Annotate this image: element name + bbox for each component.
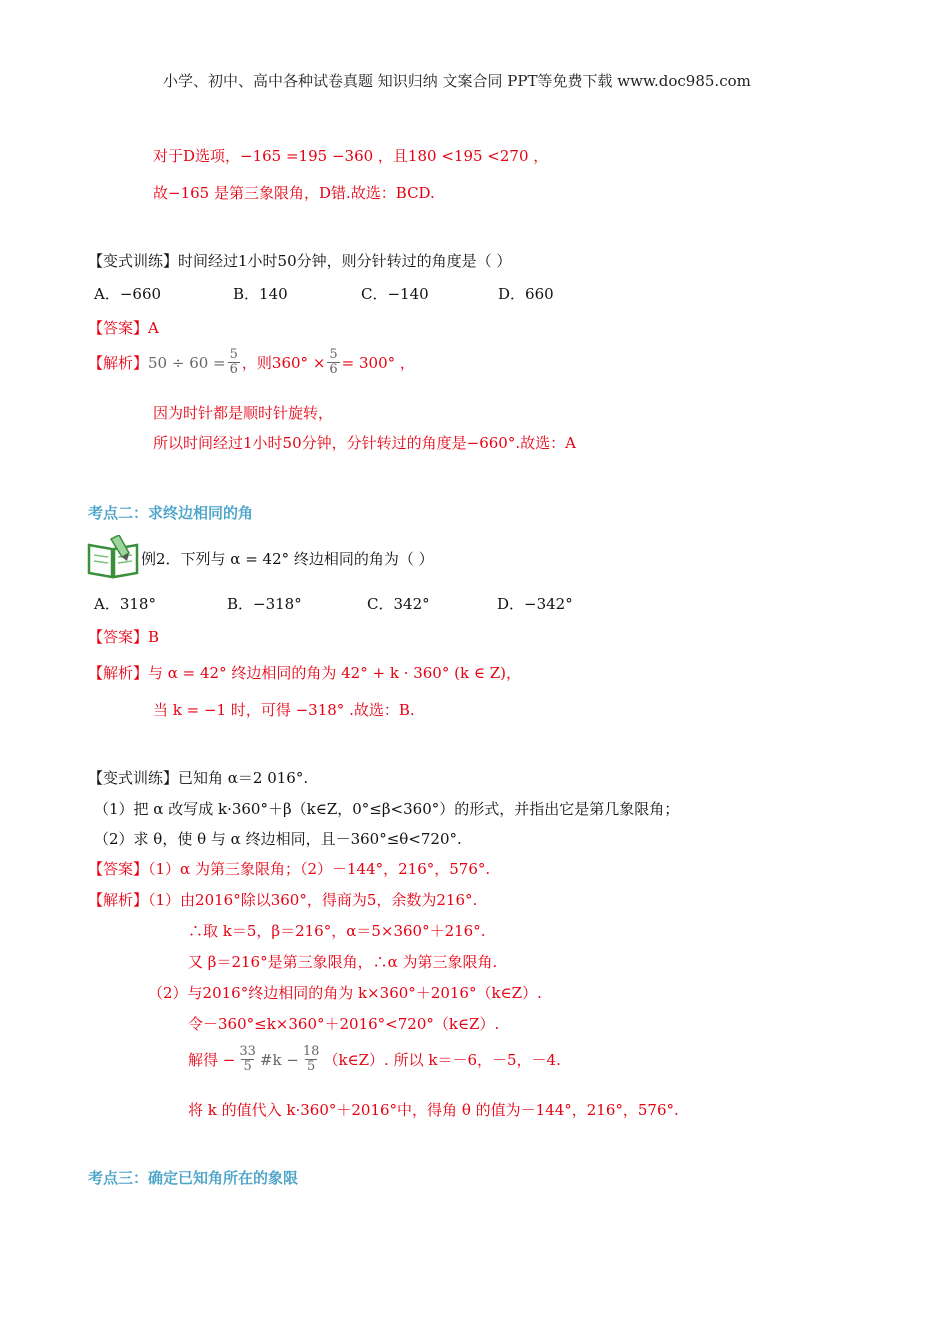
kp2-title: 考点二：求终边相同的角	[88, 504, 254, 522]
ex3-question-2: （2）求 θ，使 θ 与 α 终边相同，且－360°≤θ<720°.	[94, 830, 462, 848]
ex3-fraction-2	[301, 1045, 322, 1074]
ex1-analysis-part2: ，则360° ×	[241, 353, 326, 372]
ex3-a6-pre: 解得 −	[188, 1050, 236, 1069]
ex1-analysis-part1: 50 ÷ 60 =	[148, 353, 226, 372]
ex3-analysis-line-5: 令－360°≤k×360°＋2016°<720°（k∈Z）.	[188, 1015, 500, 1033]
ex3-question-1: （1）把 α 改写成 k·360°＋β（k∈Z，0°≤β<360°）的形式，并指出它是第几象限角；	[94, 800, 680, 818]
frac3-numerator: 33	[239, 1044, 256, 1059]
frac4-denominator: 5	[307, 1059, 316, 1074]
ex2-stem: 例2．下列与 α = 42° 终边相同的角为（ ）	[141, 550, 434, 568]
ex2-option-b: B．−318°	[227, 595, 302, 613]
ex2-analysis-line-1: 【解析】与 α = 42° 终边相同的角为 42° + k · 360° (k ∈ Z)，	[88, 664, 521, 682]
ex2-option-d: D．−342°	[497, 595, 573, 613]
ex2-answer: 【答案】B	[88, 628, 160, 646]
ex3-a6-post: （k∈Z）. 所以 k＝－6，－5，－4.	[323, 1050, 561, 1069]
prev-line-1: 对于D选项，−165 =195 −360 ，且180 <195 <270 ，	[153, 147, 549, 165]
ex1-fraction-2	[327, 348, 339, 377]
frac1-numerator: 5	[229, 347, 238, 362]
ex1-option-c: C．−140	[361, 285, 429, 303]
ex3-fraction-1	[237, 1045, 258, 1074]
ex1-analysis-line-3: 所以时间经过1小时50分钟，分针转过的角度是−660°.故选：A	[153, 434, 576, 452]
frac4-numerator: 18	[302, 1044, 320, 1059]
ex1-stem: 【变式训练】时间经过1小时50分钟，则分针转过的角度是（ ）	[88, 252, 512, 270]
ex3-a6-mid: #k −	[259, 1050, 299, 1069]
ex3-analysis-line-4: （2）与2016°终边相同的角为 k×360°＋2016°（k∈Z）.	[148, 984, 542, 1002]
ex3-analysis-line-6	[188, 1045, 561, 1074]
page-header: 小学、初中、高中各种试卷真题 知识归纳 文案合同 PPT等免费下载 www.doc985.com	[163, 72, 751, 90]
ex1-option-a: A．−660	[94, 285, 162, 303]
ex1-analysis-line-2: 因为时针都是顺时针旋转，	[153, 404, 334, 422]
ex1-fraction-1	[228, 348, 240, 377]
frac2-denominator: 6	[329, 362, 338, 377]
prev-line-2: 故−165 是第三象限角，D错.故选：BCD.	[153, 184, 435, 202]
ex1-option-b: B．140	[233, 285, 288, 303]
ex1-analysis	[88, 348, 415, 377]
ex2-option-c: C．342°	[367, 595, 430, 613]
ex3-analysis-line-2: ∴取 k＝5，β＝216°，α＝5×360°＋216°.	[188, 922, 486, 940]
frac3-denominator: 5	[243, 1059, 252, 1074]
ex1-option-d: D．660	[498, 285, 554, 303]
ex3-stem: 【变式训练】已知角 α＝2 016°.	[88, 769, 309, 787]
ex3-analysis-line-7: 将 k 的值代入 k·360°＋2016°中，得角 θ 的值为－144°，216°，576°.	[188, 1101, 679, 1119]
kp3-title: 考点三：确定已知角所在的象限	[88, 1169, 299, 1187]
notebook-pencil-icon	[87, 535, 139, 579]
ex3-answer: 【答案】（1）α 为第三象限角；（2）－144°，216°，576°.	[88, 860, 491, 878]
frac1-denominator: 6	[229, 362, 238, 377]
ex1-answer: 【答案】A	[88, 319, 159, 337]
ex3-analysis-line-3: 又 β＝216°是第三象限角，∴α 为第三象限角.	[188, 953, 498, 971]
frac2-numerator: 5	[329, 347, 338, 362]
ex1-analysis-part3: = 300° ，	[341, 353, 415, 372]
ex2-analysis-line-2: 当 k = −1 时，可得 −318° .故选：B.	[153, 701, 415, 719]
ex3-analysis-line-1: 【解析】（1）由2016°除以360°，得商为5，余数为216°.	[88, 891, 478, 909]
ex2-option-a: A．318°	[94, 595, 156, 613]
ex1-analysis-label: 【解析】	[88, 353, 149, 372]
